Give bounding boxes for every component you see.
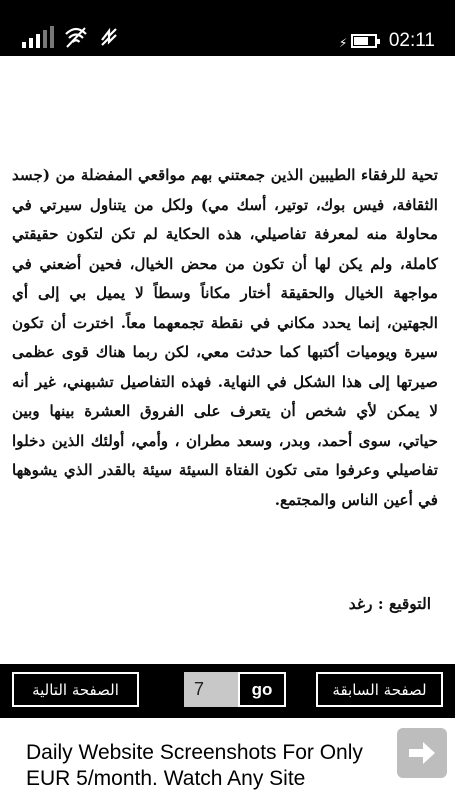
data-sync-icon [98,26,120,48]
next-page-button[interactable]: الصفحة التالية [12,672,139,707]
battery-charging-icon: ⚡ [351,34,377,48]
status-icons-left [22,26,120,48]
go-button[interactable]: go [238,672,286,707]
letter-body: تحية للرفقاء الطيبين الذين جمعتني بهم مواقعي المفضلة من (جسد الثقافة، فيس بوك، توتير، أسك مي) ولكل من يتناول سيرتي في محاولة منه لمعرفة تفاصيلي، هذه الحكاية لم تكن لتكون حقيقتي كاملة، ولم يكن لها أن تكون من محض الخيال، فحين أضعني في مواجهة الخيال والحقيقة أختار مكاناً وسطاً لا يميل بي إلى أي الجهتين، إنما يحدد مكاني في نقطة تجمعهما معاً. اخترت أن تكون سيرة ويوميات أكتبها كما حدثت معي، لكن ربما هناك قوى عظمى صيرتها إلى هذا الشكل في النهاية. فهذه التفاصيل تشبهني، غير أنه لا يمكن لأي شخص أن يتعرف على الفروق العشرة بينها وبين حياتي، سوى أحمد، وبدر، وسعد مطران ، وأمي، أولئك الذين دخلوا تفاصيلي وعرفوا متى تكون الفتاة السيئة سيئة بالقدر الذي يشوهها في أعين الناس والمجتمع. [12,166,438,509]
page-navigation [0,664,455,718]
clock: 02:11 [388,30,435,51]
arrow-right-icon [407,739,437,767]
status-bar [0,0,455,56]
signature: التوقيع : رغد [348,594,431,613]
page-number-input[interactable] [184,672,238,707]
ad-text[interactable]: Daily Website Screenshots For Only EUR 5/month. Watch Any Site [26,741,363,790]
ad-open-button[interactable] [397,728,447,778]
wifi-icon [64,26,88,48]
status-icons-right [338,30,435,52]
signal-icon [22,26,54,48]
previous-page-button[interactable]: لصفحة السابقة [316,672,443,707]
ad-banner[interactable] [0,718,455,810]
reader-page [0,56,455,664]
